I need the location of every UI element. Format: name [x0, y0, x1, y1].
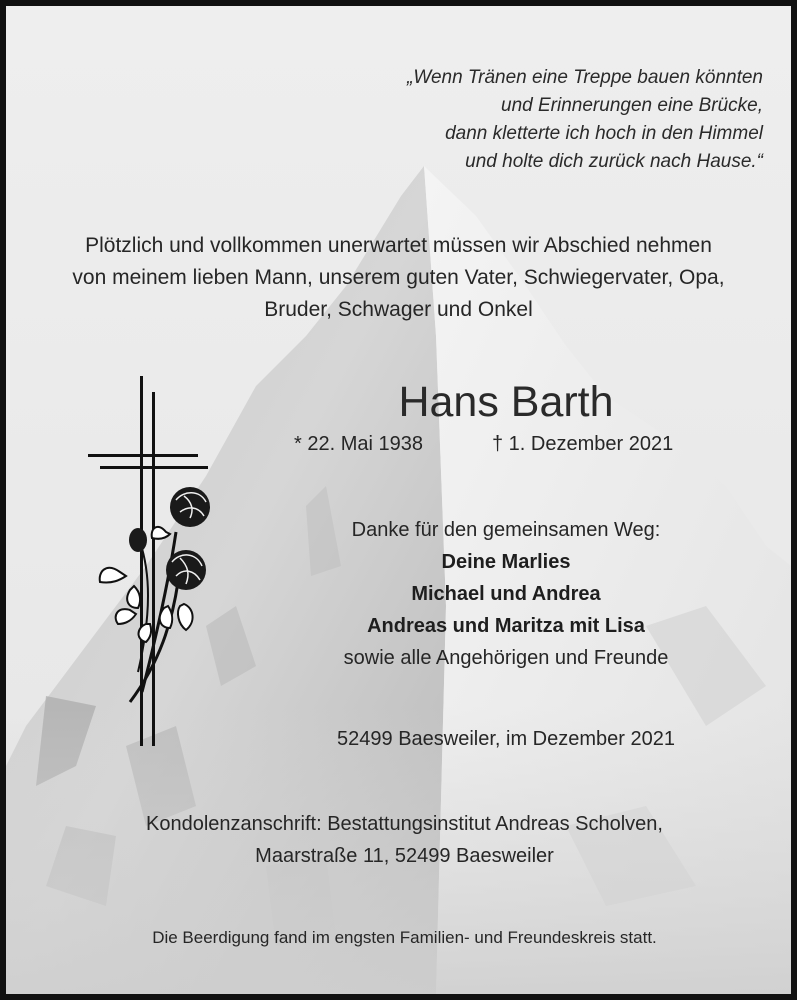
condolence-line: Maarstraße 11, 52499 Baesweiler: [255, 845, 554, 867]
mourners-block: [296, 514, 716, 674]
condolence-address: [6, 808, 797, 872]
other-mourners: sowie alle Angehörigen und Freunde: [343, 647, 669, 669]
condolence-line: Kondolenzanschrift: Bestattungsinstitut Andreas Scholven,: [146, 813, 663, 835]
announcement-line: Bruder, Schwager und Onkel: [264, 298, 533, 321]
place-and-date: 52499 Baesweiler, im Dezember 2021: [337, 728, 675, 750]
death-date: † 1. Dezember 2021: [492, 433, 674, 455]
birth-date: * 22. Mai 1938: [294, 433, 423, 455]
thanks-intro: Danke für den gemeinsamen Weg:: [351, 519, 661, 541]
quote-line: „Wenn Tränen eine Treppe bauen könnten: [407, 67, 763, 88]
mourner-name: Michael und Andrea: [411, 583, 601, 605]
quote-line: und holte dich zurück nach Hause.“: [465, 151, 763, 172]
mourner-name: Deine Marlies: [441, 551, 571, 573]
quote-line: dann kletterte ich hoch in den Himmel: [445, 123, 763, 144]
quote: [263, 64, 763, 176]
deceased-name: Hans Barth: [398, 378, 614, 426]
quote-line: und Erinnerungen eine Brücke,: [501, 95, 763, 116]
cross-icon: [80, 372, 220, 752]
announcement-line: Plötzlich und vollkommen unerwartet müssen wir Abschied nehmen: [85, 234, 712, 257]
announcement-line: von meinem lieben Mann, unserem guten Vater, Schwiegervater, Opa,: [72, 266, 725, 289]
life-dates: [288, 430, 718, 460]
funeral-note: Die Beerdigung fand im engsten Familien- und Freundeskreis statt.: [152, 928, 657, 947]
announcement-text: [6, 230, 791, 326]
mourner-name: Andreas und Maritza mit Lisa: [367, 615, 645, 637]
